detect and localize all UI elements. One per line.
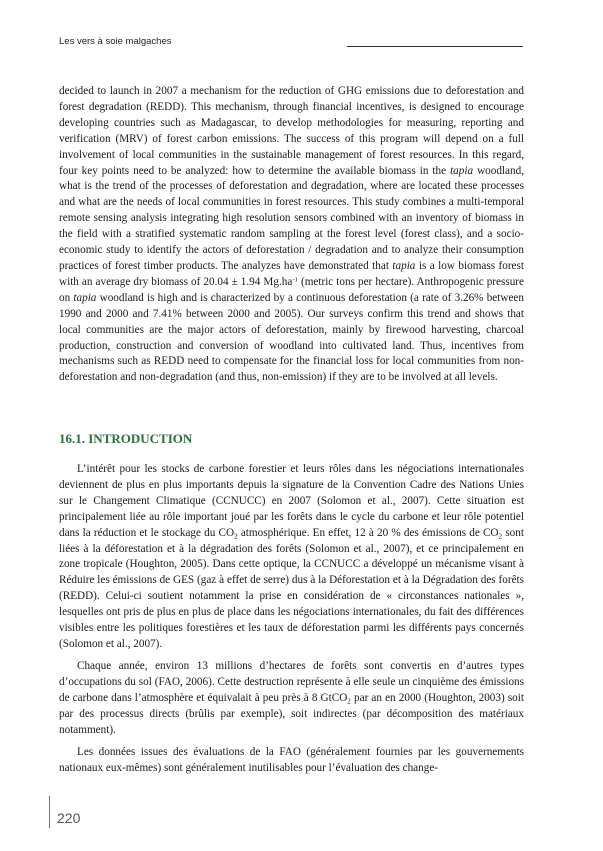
text-run: par an en 2000 (Houghton, 2003) soit par des processus directs (brûlis par exemple), soit indirectes (par décomposition des matériaux notamment). [59,692,524,736]
superscript: -1 [292,276,298,284]
italic-term: tapia [450,164,474,177]
abstract-text [59,84,524,386]
introduction-body [59,462,524,784]
section-heading: 16.1. INTRODUCTION [59,431,193,446]
header-rule [347,46,523,47]
subscript: 2 [498,532,503,541]
text-run: atmosphérique. En effet, 12 à 20 % des émissions de CO [237,526,499,539]
running-head: Les vers à soie malgaches [59,36,172,47]
intro-paragraph-2 [59,659,524,739]
italic-term: tapia [392,259,416,272]
text-run: L’intérêt pour les stocks de carbone forestier et leurs rôles dans les négociations internationales deviennent de plus en plus importants depuis la signature de la Convention Cadre des Nations Unies sur le Changement Climatique (CCNUCC) en 2007 (Solomon et al., 2007). Cette situation est principalement liée au rôle important joué par les forêts dans le cycle du carbone et leur rôle potentiel dans la réduction et le stockage du CO [59,463,524,539]
footer-bar [49,796,50,828]
text-run: woodland is high and is characterized by a continuous deforestation (a rate of 3.26% between 1990 and 2000 and 7.41% between 2000 and 2005). Our surveys confirm this trend and shows that local communities are the major actors of deforestation, mainly by firewood harvesting, charcoal production, construction and conversion of woodland into cultivated land. Thus, incentives from mechanisms such as REDD need to compensate for the financial loss for local communities from non-deforestation and non-degradation (and thus, non-emission) if they are to be involved at all levels. [59,291,524,384]
text-run: woodland, what is the trend of the processes of deforestation and degradation, where are located these processes and what are the needs of local communities in forest resources. This study combines a multi-temporal remote sensing analysis integrating high resolution sensors combined with an inventory of biomass in the field with a stratified systematic random sampling at the forest level (forest class), and a socio-economic study to identify the actors of deforestation / degradation and to analyze their consumption practices of forest timber products. The analyzes have demonstrated that [59,164,524,272]
italic-term: tapia [73,291,97,304]
subscript: 2 [347,697,351,706]
page-number: 220 [57,810,81,826]
text-run: sont liées à la déforestation et à la dégradation des forêts (Solomon et al., 2007), et ce principalement en zone tropicale (Houghton, 2005). Dans cette optique, la CCNUCC a développé un mécanisme visant à Réduire les émissions de GES (gaz à effet de serre) dus à la Déforestation et à la Dégradation des forêts (REDD). Celui-ci soutient notamment la prise en considération de « circonstances nationales », lesquelles ont pris de plus en plus de place dans les négociations internationales, du fait des différences visibles entre les politiques forestières et les taux de déforestation parmi les différents pays concernés (Solomon et al., 2007). [59,526,524,650]
text-run: (metric tons per hectare). Anthropogenic pressure on [59,275,524,304]
subscript: 2 [234,532,238,541]
intro-paragraph-3: Les données issues des évaluations de la FAO (généralement fournies par les gouvernements nationaux eux-mêmes) sont généralement inutilisables pour l’évaluation des change- [59,746,524,775]
intro-paragraph-1 [59,462,524,653]
text-run: Chaque année, environ 13 millions d’hectares de forêts sont convertis en d’autres types d’occupations du sol (FAO, 2006). Cette destruction représente à elle seule un cinquième des émissions de carbone dans l’atmosphère et équivalait à peu près à 8 GtCO [59,660,524,705]
abstract-paragraph [59,84,524,386]
text-run: decided to launch in 2007 a mechanism for the reduction of GHG emissions due to deforestation and forest degradation (REDD). This mechanism, through financial incentives, is designed to encourage developing countries such as Madagascar, to develop methodologies for measuring, reporting and verification (MRV) of forest carbon emissions. The success of this program will depend on a full involvement of local communities in the sustainable management of forest resources. In this regard, four key points need to be analyzed: how to determine the available biomass in the [59,85,524,177]
text-run: is a low biomass forest with an average dry biomass of 20.04 ± 1.94 Mg.ha [59,259,524,288]
